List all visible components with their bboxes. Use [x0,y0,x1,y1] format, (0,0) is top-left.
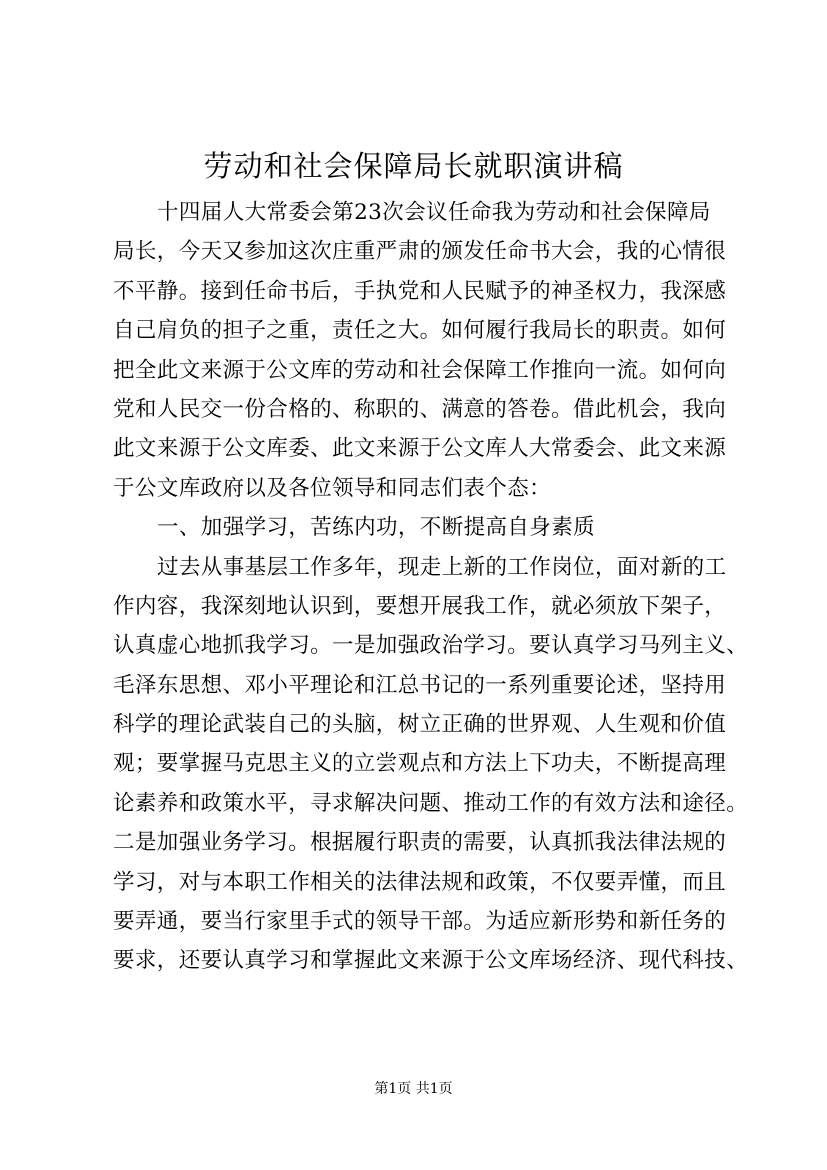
body-line: 观；要掌握马克思主义的立尝观点和方法上下功夫，不断提高理 [113,751,727,777]
body-line: 科学的理论武装自己的头脑，树立正确的世界观、人生观和价值 [113,712,727,738]
body-line: 作内容，我深刻地认识到，要想开展我工作，就必须放下架子， [113,593,727,619]
body-line: 要弄通，要当行家里手式的领导干部。为适应新形势和新任务的 [113,909,727,935]
body-line: 认真虚心地抓我学习。一是加强政治学习。要认真学习马列主义、 [113,633,749,659]
document-title: 劳动和社会保障局长就职演讲稿 [203,149,624,183]
body-line: 自己肩负的担子之重，责任之大。如何履行我局长的职责。如何 [113,318,727,344]
body-line: 二是加强业务学习。根据履行职责的需要，认真抓我法律法规的 [113,830,727,856]
body-line: 不平静。接到任命书后，手执党和人民赋予的神圣权力，我深感 [113,278,727,304]
body-line: 要求，还要认真学习和掌握此文来源于公文库场经济、现代科技、 [113,948,749,974]
body-line: 过去从事基层工作多年，现走上新的工作岗位，面对新的工 [157,554,727,580]
body-line: 局长，今天又参加这次庄重严肃的颁发任命书大会，我的心情很 [113,239,727,265]
body-line: 于公文库政府以及各位领导和同志们表个态： [113,475,552,501]
body-line: 此文来源于公文库委、此文来源于公文库人大常委会、此文来源 [113,436,727,462]
body-line: 学习，对与本职工作相关的法律法规和政策，不仅要弄懂，而且 [113,869,727,895]
body-line: 把全此文来源于公文库的劳动和社会保障工作推向一流。如何向 [113,357,727,383]
page-number-footer: 第1页 共1页 [374,1081,453,1097]
body-line: 党和人民交一份合格的、称职的、满意的答卷。借此机会，我向 [113,396,727,422]
body-line: 毛泽东思想、邓小平理论和江总书记的一系列重要论述，坚持用 [113,672,727,698]
section-heading: 一、加强学习，苦练内功，不断提高自身素质 [157,515,596,541]
body-line: 论素养和政策水平，寻求解决问题、推动工作的有效方法和途径。 [113,790,749,816]
body-line: 十四届人大常委会第23次会议任命我为劳动和社会保障局 [157,200,711,225]
document-body [113,193,749,981]
